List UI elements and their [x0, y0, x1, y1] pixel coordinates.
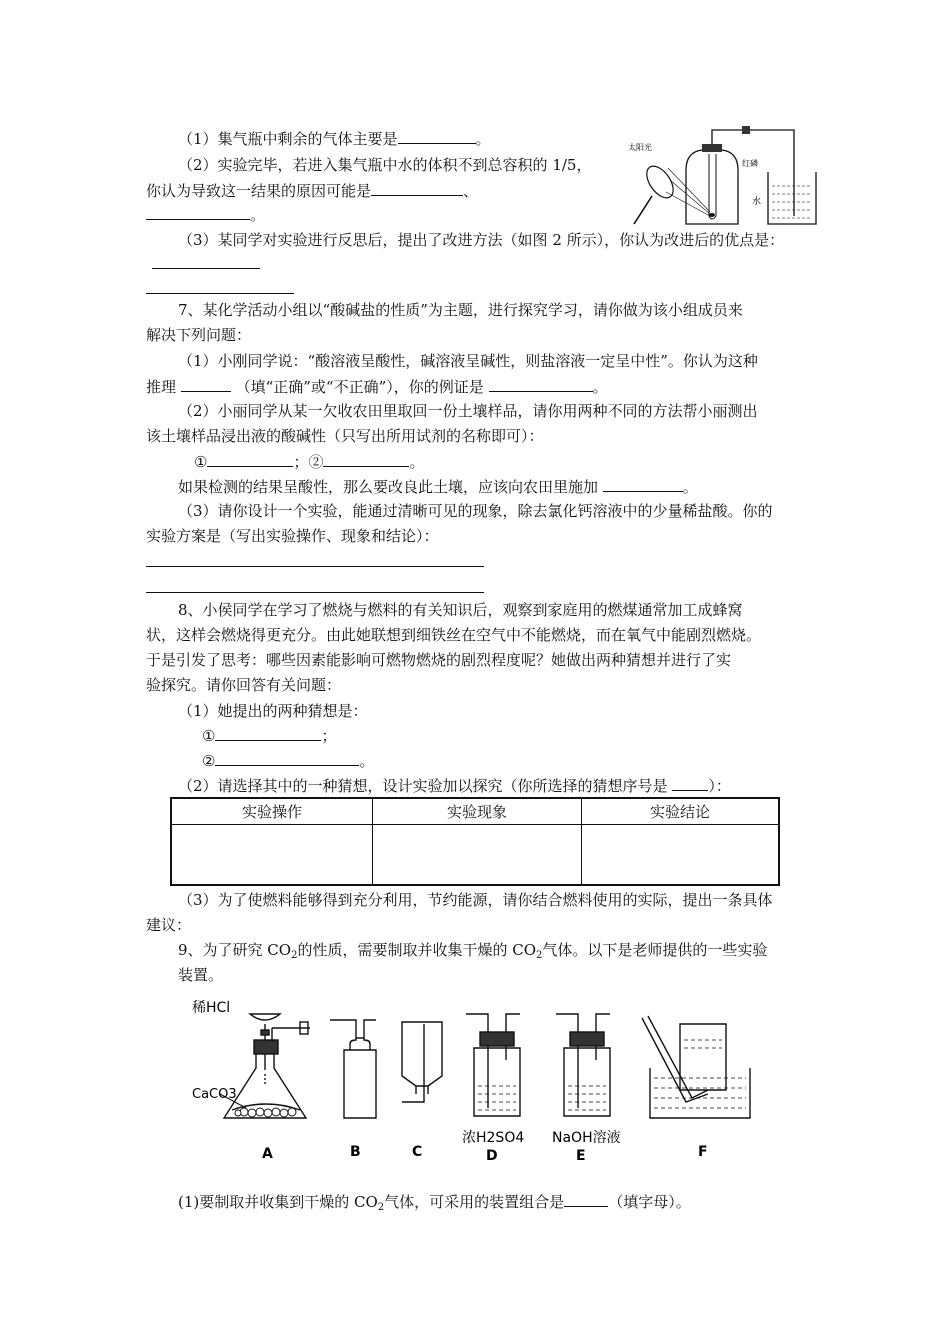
q7-blank-method1[interactable] [207, 451, 293, 467]
table-cell-conclusion[interactable] [582, 825, 780, 885]
q8-p1-line: （1）她提出的两种猜想是： [178, 702, 368, 720]
label-hcl: 稀HCl [192, 1000, 231, 1016]
q7-intro-line1: 7、某化学活动小组以“酸碱盐的性质”为主题，进行探究学习，请你做为该小组成员来 [178, 301, 743, 319]
q7-p3-line1: （3）请你设计一个实验，能通过清晰可见的现象，除去氯化钙溶液中的少量稀盐酸。你的 [178, 502, 773, 520]
label-caco3: CaCO3 [192, 1087, 237, 1102]
q9-apparatus-figure [180, 990, 760, 1165]
q6-line2: （2）实验完毕，若进入集气瓶中水的体积不到总容积的 1/5， [178, 156, 592, 174]
q7-blank-correct[interactable] [181, 376, 231, 392]
q8-intro-line1: 8、小侯同学在学习了燃烧与燃料的有关知识后，观察到家庭用的燃煤通常加工成蜂窝 [178, 601, 743, 619]
q8-p3-line2: 建议： [146, 916, 192, 934]
q6-line4: 。 [146, 204, 265, 225]
letter-e: E [576, 1148, 586, 1164]
apparatus-c [402, 1022, 442, 1102]
q6-apparatus-figure [626, 120, 822, 228]
q8-guess2-line: ② 。 [202, 752, 375, 770]
letter-f: F [698, 1144, 708, 1160]
q9-blank-combination[interactable] [564, 1191, 608, 1207]
table-answer-row [171, 825, 779, 885]
q8-blank-guess1[interactable] [215, 725, 321, 741]
q8-blank-guess2[interactable] [215, 750, 359, 766]
q6-line5: （3）某同学对实验进行反思后，提出了改进方法（如图 2 所示），你认为改进后的优点是： [178, 231, 785, 249]
table-header-phenomenon: 实验现象 [373, 798, 582, 825]
table-header-row [171, 798, 779, 825]
letter-c: C [412, 1144, 423, 1160]
q9-intro-line2: 装置。 [178, 966, 224, 984]
q8-p2-line: （2）请选择其中的一种猜想，设计实验加以探究（你所选择的猜想序号是 ）： [178, 777, 731, 795]
q7-p2-line2: 该土壤样品浸出液的酸碱性（只写出所用试剂的名称即可）： [146, 427, 544, 445]
letter-d: D [486, 1148, 498, 1164]
label-h2so4: 浓H2SO4 [462, 1130, 525, 1146]
table-cell-phenomenon[interactable] [373, 825, 582, 885]
q7-blank-improve[interactable] [603, 476, 683, 492]
q8-p3-line1: （3）为了使燃料能够得到充分利用，节约能源，请你结合燃料使用的实际，提出一条具体 [178, 891, 773, 909]
table-cell-operation[interactable] [171, 825, 373, 885]
q7-blank-method2[interactable] [323, 451, 409, 467]
q8-blank-choice[interactable] [672, 775, 708, 791]
q7-p2-line4: 如果检测的结果呈酸性，那么要改良此土壤，应该向农田里施加 。 [178, 478, 698, 496]
q7-p1-line2: 推理 （填“正确”或“不正确”），你的例证是 。 [146, 378, 608, 396]
q6-line3: 你认为导致这一结果的原因可能是 、 [146, 182, 479, 200]
q8-intro-line4: 验探究。请你回答有关问题： [146, 676, 342, 694]
q6-line1: （1）集气瓶中剩余的气体主要是 。 [178, 130, 491, 148]
label-naoh: NaOH溶液 [552, 1130, 621, 1146]
q7-p1-line1: （1）小刚同学说：“酸溶液呈酸性，碱溶液呈碱性，则盐溶液一定呈中性”。你认为这种 [178, 352, 758, 370]
apparatus-e [556, 1014, 610, 1116]
q8-guess1-line: ① ； [202, 727, 337, 745]
letter-b: B [350, 1144, 361, 1160]
q9-p1-line: (1)要制取并收集到干燥的 $CO_2$气体，可采用的装置组合是 （填字母）。 [178, 1193, 691, 1213]
q6-label-water: 水 [752, 197, 762, 207]
q6-answer-line2[interactable] [146, 293, 294, 294]
letter-a: A [262, 1146, 273, 1162]
q7-p2-line3: ① ；② 。 [194, 453, 425, 471]
q6-blank3[interactable] [146, 204, 250, 220]
q8-intro-line3: 于是引发了思考：哪些因素能影响可燃物燃烧的剧烈程度呢？她做出两种猜想并进行了实 [146, 651, 732, 669]
apparatus-a [220, 1014, 310, 1118]
q6-label-sunlight: 太阳光 [628, 143, 652, 152]
q6-label-phosphorus: 红磷 [742, 159, 758, 168]
q8-intro-line2: 状，这样会燃烧得更充分。由此她联想到细铁丝在空气中不能燃烧，而在氧气中能剧烈燃烧。 [146, 626, 762, 644]
q6-blank2[interactable] [371, 180, 463, 196]
apparatus-f [642, 1016, 750, 1118]
q7-intro-line2: 解决下列问题： [146, 326, 252, 344]
apparatus-d [466, 1014, 520, 1116]
q6-answer-line1[interactable] [152, 268, 260, 269]
q9-intro-line1: 9、为了研究 $CO_2$的性质，需要制取并收集干燥的 $CO_2$气体。以下是老师提供的一些实验 [178, 941, 768, 961]
table-header-conclusion: 实验结论 [582, 798, 780, 825]
q7-p2-line1: （2）小丽同学从某一欠收农田里取回一份土壤样品，请你用两种不同的方法帮小丽测出 [178, 402, 758, 420]
q7-answer-line1[interactable] [146, 566, 484, 567]
q7-blank-example[interactable] [489, 376, 593, 392]
table-header-operation: 实验操作 [171, 798, 373, 825]
q7-answer-line2[interactable] [146, 592, 484, 593]
q7-p3-line2: 实验方案是（写出实验操作、现象和结论）： [146, 527, 439, 545]
q8-experiment-table [170, 797, 780, 886]
q6-blank1[interactable] [398, 128, 476, 144]
apparatus-b [330, 1020, 376, 1118]
